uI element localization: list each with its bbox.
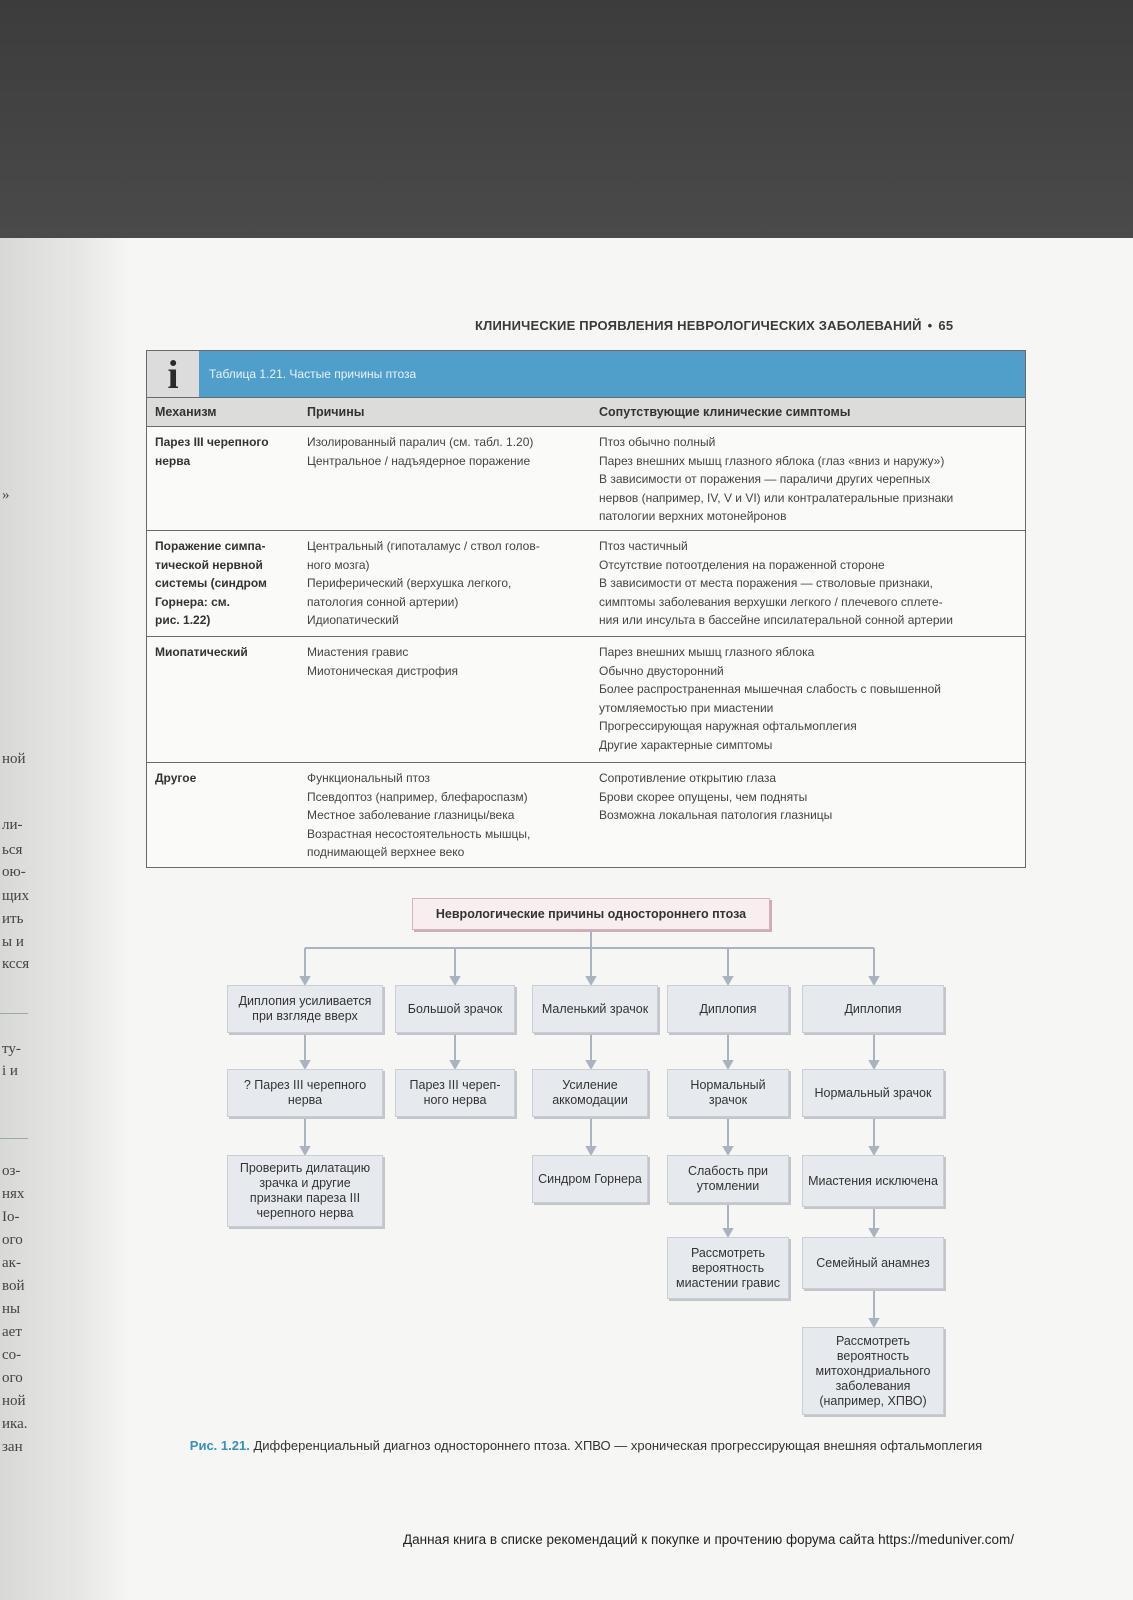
cell-line: Местное заболевание глазницы/века <box>307 808 515 822</box>
margin-text-fragment: ной <box>2 751 26 767</box>
margin-text-fragment: нях <box>2 1186 25 1202</box>
cell-line: Периферический (верхушка легкого, <box>307 576 512 590</box>
margin-text-fragment: ает <box>2 1324 22 1340</box>
margin-text-fragment: ить <box>2 911 24 927</box>
cell-line: Парез III черепного <box>155 435 269 449</box>
margin-text-fragment: Іо- <box>2 1209 20 1225</box>
cell-line: утомляемостью при миастении <box>599 700 774 715</box>
cell-causes <box>299 643 591 754</box>
margin-text-fragment: вой <box>2 1278 25 1294</box>
cell-line: Центральный (гипоталамус / ствол голов- <box>307 539 540 553</box>
cell-causes <box>299 769 591 859</box>
margin-text-fragment: со- <box>2 1347 22 1363</box>
cell-line: Сопротивление открытию глаза <box>599 771 777 785</box>
cell-line: Обычно двусторонний <box>599 663 724 678</box>
table-body <box>147 427 1025 867</box>
cell-mechanism <box>147 537 299 628</box>
cell-line: В зависимости от места поражения — стволовые признаки, <box>599 576 933 590</box>
cell-line: Парез внешних мышц глазного яблока (глаз «вниз и наружу») <box>599 453 945 468</box>
table-header-row <box>147 397 1025 427</box>
footer-note: Данная книга в списке рекомендаций к покупке и прочтению форума сайта https://meduniver.com/ <box>403 1532 1014 1547</box>
cell-mechanism <box>147 769 299 859</box>
table-title-bar <box>147 351 1025 397</box>
flowchart-box: Проверить дилатацию зрачка и другие признаки пареза III черепного нерва <box>227 1155 383 1227</box>
cell-line: нерва <box>155 453 191 468</box>
info-icon: i <box>147 351 199 397</box>
cell-line: Изолированный паралич (см. табл. 1.20) <box>307 435 534 449</box>
flowchart-title-box: Неврологические причины одностороннего птоза <box>412 898 770 930</box>
cell-line: Отсутствие потоотделения на пораженной стороне <box>599 557 885 572</box>
flowchart-box: ? Парез III черепного нерва <box>227 1069 383 1117</box>
cell-line: Идиопатический <box>307 613 399 627</box>
flowchart-box: Маленький зрачок <box>532 985 658 1033</box>
cell-line: симптомы заболевания верхушки легкого / плечевого сплете- <box>599 594 943 609</box>
cell-line: Другие характерные симптомы <box>599 737 773 752</box>
cell-line: системы (синдром <box>155 576 267 590</box>
header-separator: • <box>927 318 933 333</box>
margin-text-fragment: щих <box>2 888 30 904</box>
flowchart-box: Усиление аккомодации <box>532 1069 648 1117</box>
cell-line: поднимающей верхнее веко <box>307 845 465 859</box>
flowchart-box: Семейный анамнез <box>802 1237 944 1289</box>
flowchart-box: Нормальный зрачок <box>667 1069 789 1117</box>
cell-line: Более распространенная мышечная слабость с повышенной <box>599 682 941 696</box>
cell-line: Псевдоптоз (например, блефароспазм) <box>307 789 528 804</box>
cell-symptoms <box>591 643 1025 754</box>
cell-line: патологии верхних мотонейронов <box>599 509 787 523</box>
margin-text-fragment: » <box>2 487 10 503</box>
flowchart-box: Диплопия усиливается при взгляде вверх <box>227 985 383 1033</box>
cell-line: Миастения гравис <box>307 645 409 659</box>
flowchart-box: Парез III череп-ного нерва <box>395 1069 515 1117</box>
margin-text-fragment: ны <box>2 1301 21 1317</box>
ptosis-causes-table <box>146 350 1026 868</box>
cell-line: Птоз частичный <box>599 539 688 553</box>
cell-symptoms <box>591 433 1025 522</box>
cell-line: Центральное / надъядерное поражение <box>307 453 531 468</box>
cell-line: ного мозга) <box>307 557 370 572</box>
margin-text-fragment: ься <box>2 842 23 858</box>
cell-line: Возрастная несостоятельность мышцы, <box>307 826 531 841</box>
margin-text-fragment: ого <box>2 1370 23 1386</box>
cell-line: Птоз обычно полный <box>599 435 716 449</box>
margin-text-fragment: ксся <box>2 956 30 972</box>
cell-causes <box>299 433 591 522</box>
header-title: КЛИНИЧЕСКИЕ ПРОЯВЛЕНИЯ НЕВРОЛОГИЧЕСКИХ ЗАБОЛЕВАНИЙ <box>475 318 922 333</box>
table-row <box>147 763 1025 867</box>
table-row <box>147 427 1025 531</box>
margin-text-fragment: ту- <box>2 1041 21 1057</box>
flowchart-box: Нормальный зрачок <box>802 1069 944 1117</box>
cell-line: тической нервной <box>155 557 263 572</box>
cell-line: Миотоническая дистрофия <box>307 663 459 678</box>
flowchart-box: Миастения исключена <box>802 1155 944 1207</box>
cell-symptoms <box>591 537 1025 628</box>
page-number: 65 <box>938 318 954 333</box>
flowchart-box: Большой зрачок <box>395 985 515 1033</box>
cell-line: Брови скорее опущены, чем подняты <box>599 789 808 804</box>
margin-text-fragment: ной <box>2 1393 26 1409</box>
flowchart-box: Слабость при утомлении <box>667 1155 789 1203</box>
cell-line: нервов (например, IV, V и VI) или контралатеральные признаки <box>599 490 954 505</box>
margin-text-fragment: ою- <box>2 864 26 880</box>
column-header-symptoms: Сопутствующие клинические симптомы <box>599 405 851 419</box>
cell-causes <box>299 537 591 628</box>
cell-line: В зависимости от поражения — параличи других черепных <box>599 472 931 486</box>
cell-line: Горнера: см. <box>155 594 231 609</box>
flowchart-box: Диплопия <box>667 985 789 1033</box>
caption-label: Рис. 1.21. <box>189 1438 250 1453</box>
cell-mechanism <box>147 433 299 522</box>
cell-line: Миопатический <box>155 645 248 659</box>
column-header-causes: Причины <box>307 405 365 419</box>
margin-text-fragment: ы и <box>2 934 24 950</box>
flowchart-box: Синдром Горнера <box>532 1155 648 1203</box>
flowchart-box: Рассмотреть вероятность миастении гравис <box>667 1237 789 1299</box>
margin-rule <box>0 1013 28 1014</box>
page-header <box>475 318 953 333</box>
flowchart-box: Диплопия <box>802 985 944 1033</box>
margin-text-fragment: ли- <box>2 817 23 833</box>
scan-dark-background <box>0 0 1133 238</box>
cell-line: Поражение симпа- <box>155 539 266 553</box>
flowchart-box: Рассмотреть вероятность митохондриального заболевания (например, ХПВО) <box>802 1327 944 1415</box>
table-row <box>147 637 1025 763</box>
table-title: Таблица 1.21. Частые причины птоза <box>209 367 417 381</box>
cell-line: ния или инсульта в бассейне ипсилатеральной сонной артерии <box>599 613 953 627</box>
cell-symptoms <box>591 769 1025 859</box>
margin-text-fragment: і и <box>2 1063 18 1079</box>
margin-text-fragment: ого <box>2 1232 23 1248</box>
cell-mechanism <box>147 643 299 754</box>
margin-text-fragment: ика. <box>2 1416 28 1432</box>
margin-text-fragment: оз- <box>2 1163 21 1179</box>
cell-line: Парез внешних мышц глазного яблока <box>599 645 815 659</box>
cell-line: Прогрессирующая наружная офтальмоплегия <box>599 719 857 733</box>
cell-line: патология сонной артерии) <box>307 594 459 609</box>
figure-caption <box>146 1436 1026 1455</box>
margin-text-fragment: ак- <box>2 1255 21 1271</box>
left-page-margin <box>0 238 70 1600</box>
cell-line: Возможна локальная патология глазницы <box>599 808 833 822</box>
margin-rule <box>0 1138 28 1139</box>
cell-line: Другое <box>155 771 197 785</box>
table-row <box>147 531 1025 637</box>
column-header-mechanism: Механизм <box>155 405 217 419</box>
cell-line: рис. 1.22) <box>155 613 211 627</box>
caption-text: Дифференциальный диагноз одностороннего птоза. ХПВО — хроническая прогрессирующая внешняя офтальмоплегия <box>253 1438 983 1453</box>
cell-line: Функциональный птоз <box>307 771 430 785</box>
margin-text-fragment: зан <box>2 1439 23 1455</box>
